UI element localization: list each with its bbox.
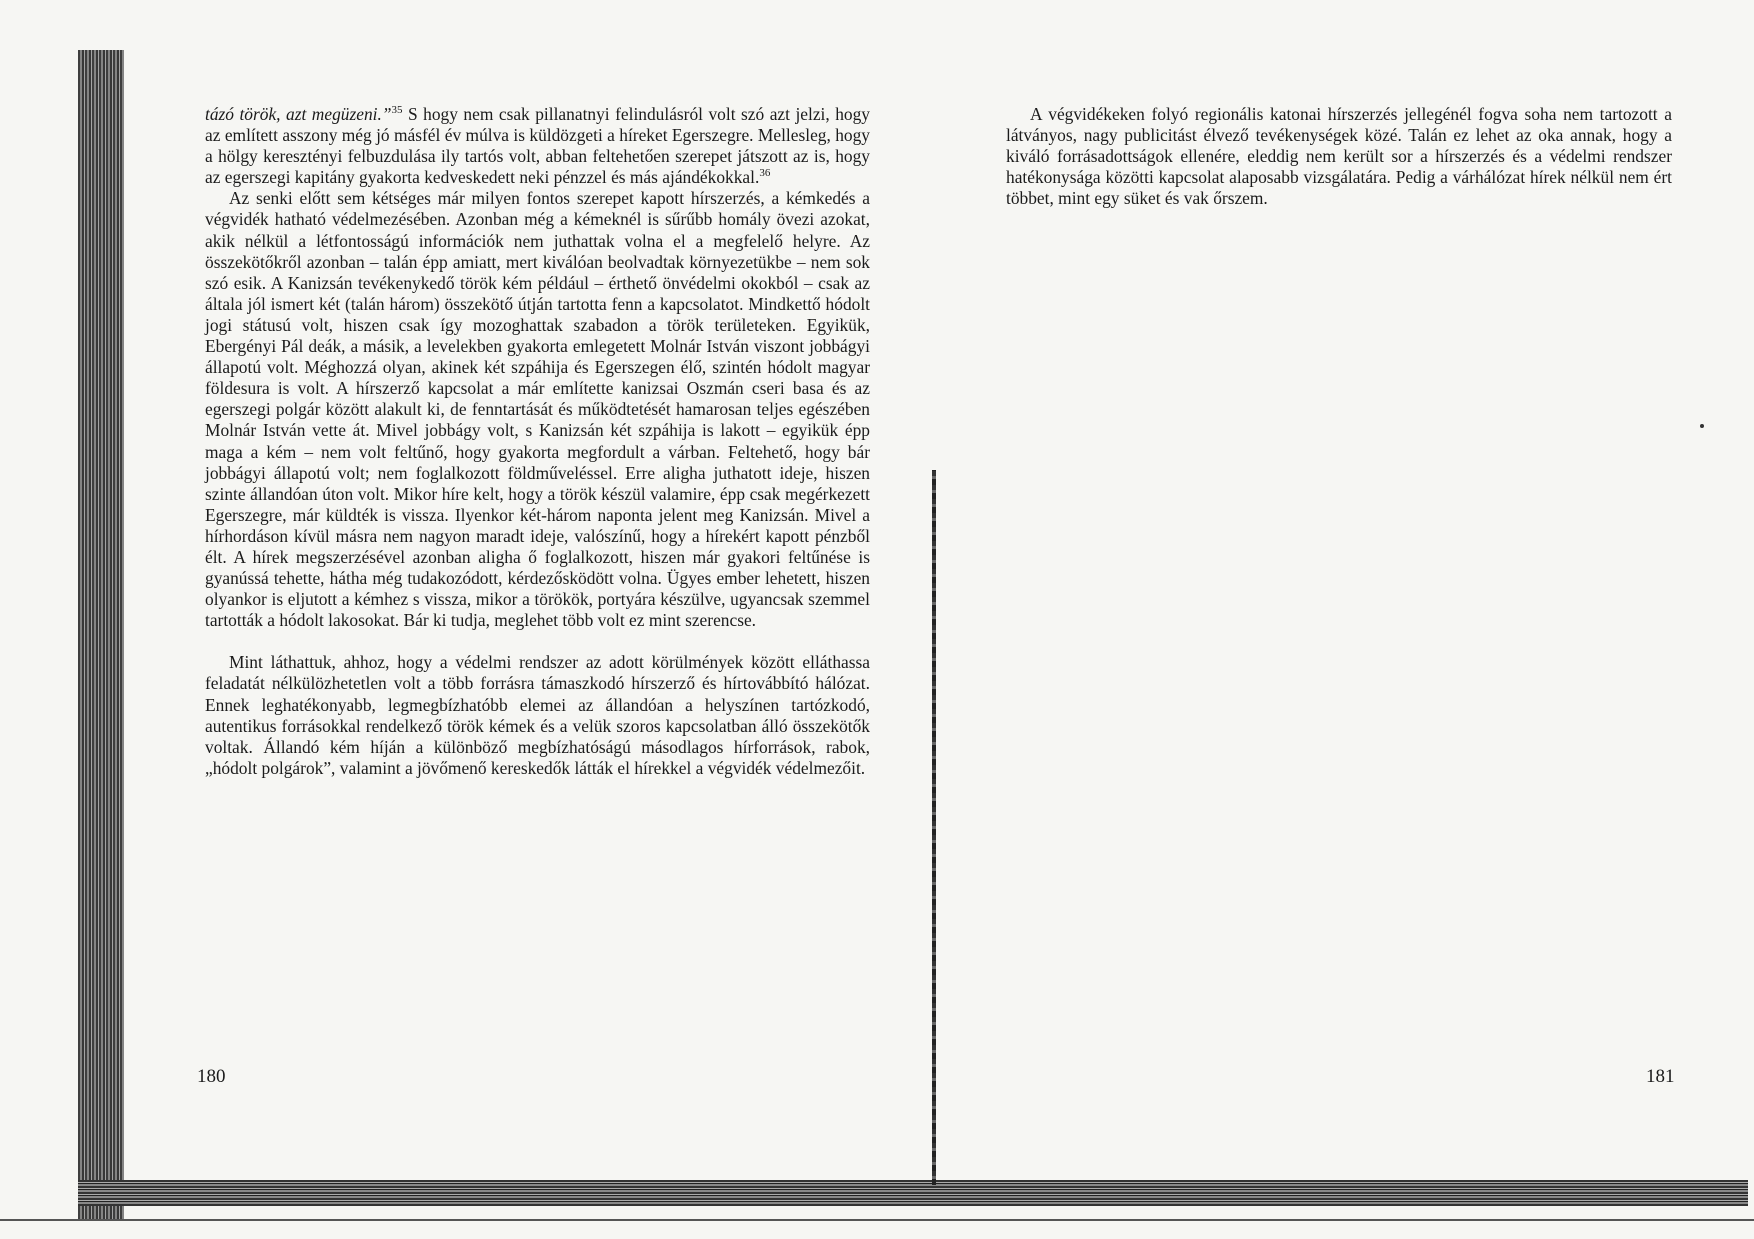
quote-ending: tázó török, azt megüzeni.” (205, 104, 392, 124)
left-paragraph-2: Az senki előtt sem kétséges már milyen fontos szerepet kapott hírszerzés, a kémkedés a végvidék hatható védelmezésében. Azonban még a kémeknél is sűrűbb homály övezi azokat, akik nélkül a létfontosságú információk nem juthattak volna el a megfelelő helyre. Az összekötőkről azonban – talán épp amiatt, mert kiválóan beolvadtak környezetükbe – nem sok szó esik. A Kanizsán tevékenykedő török kém például – érthető önvédelmi okokból – csak az általa jól ismert két (talán három) összekötő útján tartotta fenn a kapcsolatot. Mindkettő hódolt jogi státusú volt, hiszen csak így mozoghattak szabadon a török területeken. Egyikük, Ebergényi Pál deák, a másik, a levelekben gyakorta emlegetett Molnár István viszont jobbágyi állapotú volt. Méghozzá olyan, akinek két szpáhija és Egerszegen élő, szintén hódolt magyar földesura is volt. A hírszerző kapcsolat a már említette kanizsai Oszmán cseri basa és az egerszegi polgár között alakult ki, de fenntartását és működtetését hamarosan teljes egészében Molnár István vette át. Mivel jobbágy volt, s Kanizsán két szpáhija is lakott – egyikük épp maga a kém – nem volt feltűnő, hogy gyakorta megfordult a várban. Feltehető, hogy bár jobbágyi állapotú volt; nem foglalkozott földműveléssel. Erre aligha juthatott ideje, hiszen szinte állandóan úton volt. Mikor híre kelt, hogy a török készül valamire, épp csak megérkezett Egerszegre, már küldték is vissza. Ilyenkor két-három naponta jelent meg Kanizsán. Mivel a hírhordáson kívül másra nem nagyon maradt ideje, valószínű, hogy a hírekért kapott pénzből élt. A hírek megszerzésével azonban aligha ő foglalkozott, hiszen már gyakori feltűnése is gyanússá tehette, hátha még tudakozódott, kérdezősködött volna. Ügyes ember lehetett, hiszen olyankor is eljutott a kémhez s vissza, mikor a törökök, portyára készülve, ugyancsak szemmel tartották a hódolt lakosokat. Bár ki tudja, meglehet több volt ez mint szerencse. (205, 188, 870, 631)
scan-bottom-rule (0, 1219, 1754, 1221)
right-paragraph-1: A végvidékeken folyó regionális katonai hírszerzés jellegénél fogva soha nem tartozott a látványos, nagy publicitást élvező tevékenységek közé. Talán ez lehet az oka annak, hogy a kiváló forrásadottságok ellenére, eleddig nem került sor a hírszerzés és a védelmi rendszer hatékonysága közötti kapcsolat alaposabb vizsgálatára. Pedig a várhálózat hírek nélkül nem ért többet, mint egy süket és vak őrszem. (1006, 104, 1672, 209)
scan-speck (1700, 424, 1704, 428)
scan-binding-shadow (78, 50, 124, 1220)
scan-bottom-edge (78, 1180, 1748, 1206)
left-paragraph-1 (205, 104, 870, 188)
paragraph-text: S hogy nem csak pillanatnyi felindulásról volt szó azt jelzi, hogy az említett asszony még jó másfél év múlva is küldözgeti a híreket Egerszegre. Mellesleg, hogy a hölgy keresztényi felbuzdulása ily tartós volt, abban feltehetően szerepet játszott az is, hogy az egerszegi kapitány gyakorta kedveskedett neki pénzzel és más ajándékokkal. (205, 104, 870, 188)
footnote-35: 35 (391, 104, 403, 117)
left-paragraph-3: Mint láthattuk, ahhoz, hogy a védelmi rendszer az adott körülmények között elláthassa feladatát nélkülözhetetlen volt a több forrásra támaszkodó hírszerző és hírtovábbító hálózat. Ennek leghatékonyabb, legmegbízhatóbb elemei az állandóan a helyszínen tartózkodó, autentikus forrásokkal rendelkező török kémek és a velük szoros kapcsolatban álló összekötők voltak. Állandó kém híján a különböző megbízhatóságú másodlagos hírforrások, rabok, „hódolt polgárok”, valamint a jövőmenő kereskedők látták el hírekkel a végvidék védelmezőit. (205, 652, 870, 778)
page-number-left: 180 (197, 1066, 226, 1087)
book-gutter (932, 470, 936, 1185)
footnote-36: 36 (759, 167, 771, 180)
page-number-right: 181 (1646, 1066, 1675, 1087)
right-page (1006, 104, 1672, 209)
left-page (205, 104, 870, 779)
